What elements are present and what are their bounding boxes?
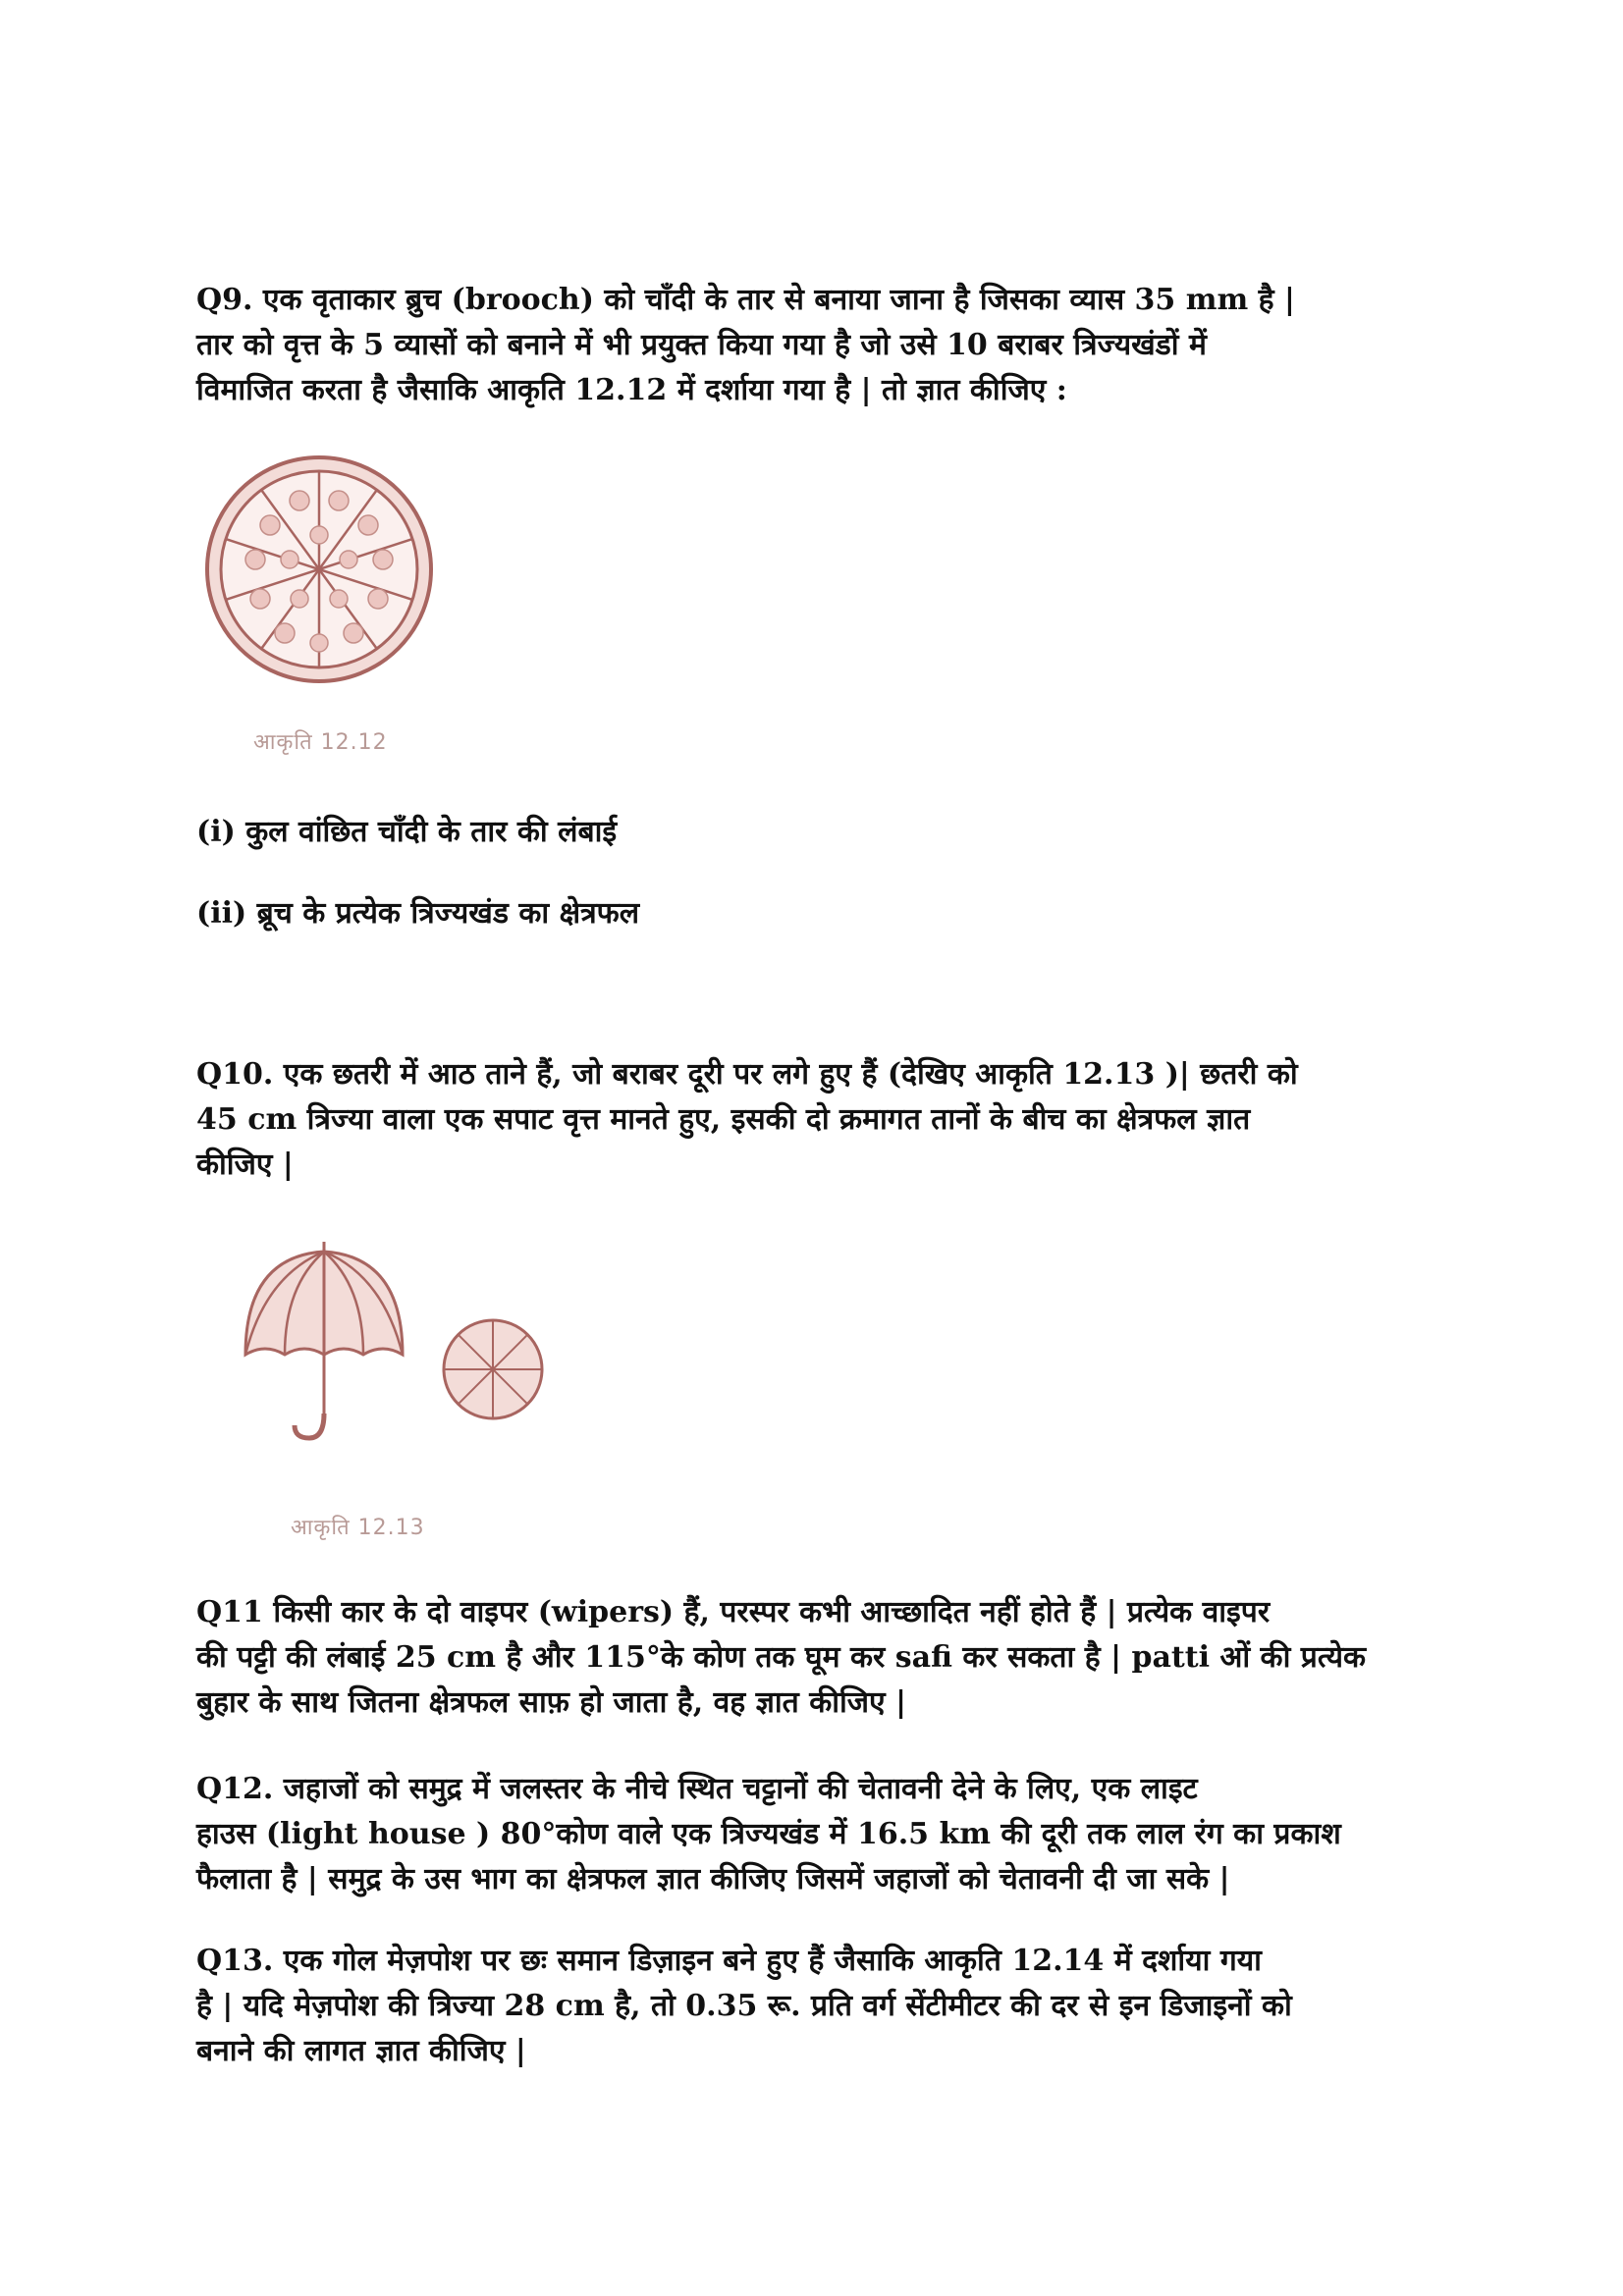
q13-line-3: बनाने की लागत ज्ञात कीजिए |	[196, 2034, 526, 2068]
q13-line-1: Q13. एक गोल मेज़पोश पर छः समान डिज़ाइन बने हुए हैं जैसाकि आकृति 12.14 में दर्शाया गया	[196, 1944, 1262, 1978]
q10-line-3: कीजिए |	[196, 1148, 294, 1182]
q13-line-2: है | यदि मेज़पोश की त्रिज्या 28 cm है, तो 0.35 रू. प्रति वर्ग सेंटीमीटर की दर से इन डिजाइनों को	[196, 1989, 1292, 2023]
q12-line-3: फैलाता है | समुद्र के उस भाग का क्षेत्रफल ज्ञात कीजिए जिसमें जहाजों को चेतावनी दी जा सके |	[196, 1862, 1230, 1896]
q9-line-2: तार को वृत्त के 5 व्यासों को बनाने में भी प्रयुक्त किया गया है जो उसे 10 बराबर त्रिज्यखंडों में	[196, 328, 1207, 362]
q11-line-1: Q11 किसी कार के दो वाइपर (wipers) हैं, परस्पर कभी आच्छादित नहीं होते हैं | प्रत्येक वाइपर	[196, 1595, 1271, 1629]
figure-12-12-caption: आकृति 12.12	[253, 730, 388, 755]
q11-question	[196, 1590, 1434, 1726]
q9-question	[196, 278, 1434, 413]
q12-line-2: हाउस (light house ) 80°कोण वाले एक त्रिज्यखंड में 16.5 km की दूरी तक लाल रंग का प्रकाश	[196, 1817, 1341, 1851]
q11-line-2: की पट्टी की लंबाई 25 cm है और 115°के कोण तक घूम कर safi कर सकता है | patti ओं की प्रत्येक	[196, 1640, 1367, 1675]
brooch-figure	[201, 442, 437, 707]
q12-question	[196, 1767, 1434, 1902]
q13-question	[196, 1939, 1434, 2074]
umbrella-figure	[236, 1237, 569, 1492]
q9-part-ii-text: (ii) ब्रूच के प्रत्येक त्रिज्यखंड का क्षेत्रफल	[196, 896, 640, 931]
q9-part-ii	[196, 891, 1434, 936]
q10-line-1: Q10. एक छतरी में आठ ताने हैं, जो बराबर दूरी पर लगे हुए हैं (देखिए आकृति 12.13 )| छतरी को	[196, 1057, 1298, 1092]
q10-line-2: 45 cm त्रिज्या वाला एक सपाट वृत्त मानते हुए, इसकी दो क्रमागत तानों के बीच का क्षेत्रफल ज्ञात	[196, 1102, 1251, 1137]
q9-part-i	[196, 810, 1434, 855]
figure-12-13-caption: आकृति 12.13	[291, 1516, 425, 1540]
q9-line-3: विमाजित करता है जैसाकि आकृति 12.12 में दर्शाया गया है | तो ज्ञात कीजिए :	[196, 373, 1067, 407]
q9-part-i-text: (i) कुल वांछित चाँदी के तार की लंबाई	[196, 815, 618, 849]
q10-question	[196, 1052, 1434, 1188]
q11-line-3: बुहार के साथ जितना क्षेत्रफल साफ़ हो जाता है, वह ज्ञात कीजिए |	[196, 1685, 906, 1720]
q9-line-1: Q9. एक वृताकार ब्रुच (brooch) को चाँदी के तार से बनाया जाना है जिसका व्यास 35 mm है |	[196, 283, 1295, 317]
q12-line-1: Q12. जहाजों को समुद्र में जलस्तर के नीचे स्थित चट्टानों की चेतावनी देने के लिए, एक लाइट	[196, 1772, 1198, 1806]
